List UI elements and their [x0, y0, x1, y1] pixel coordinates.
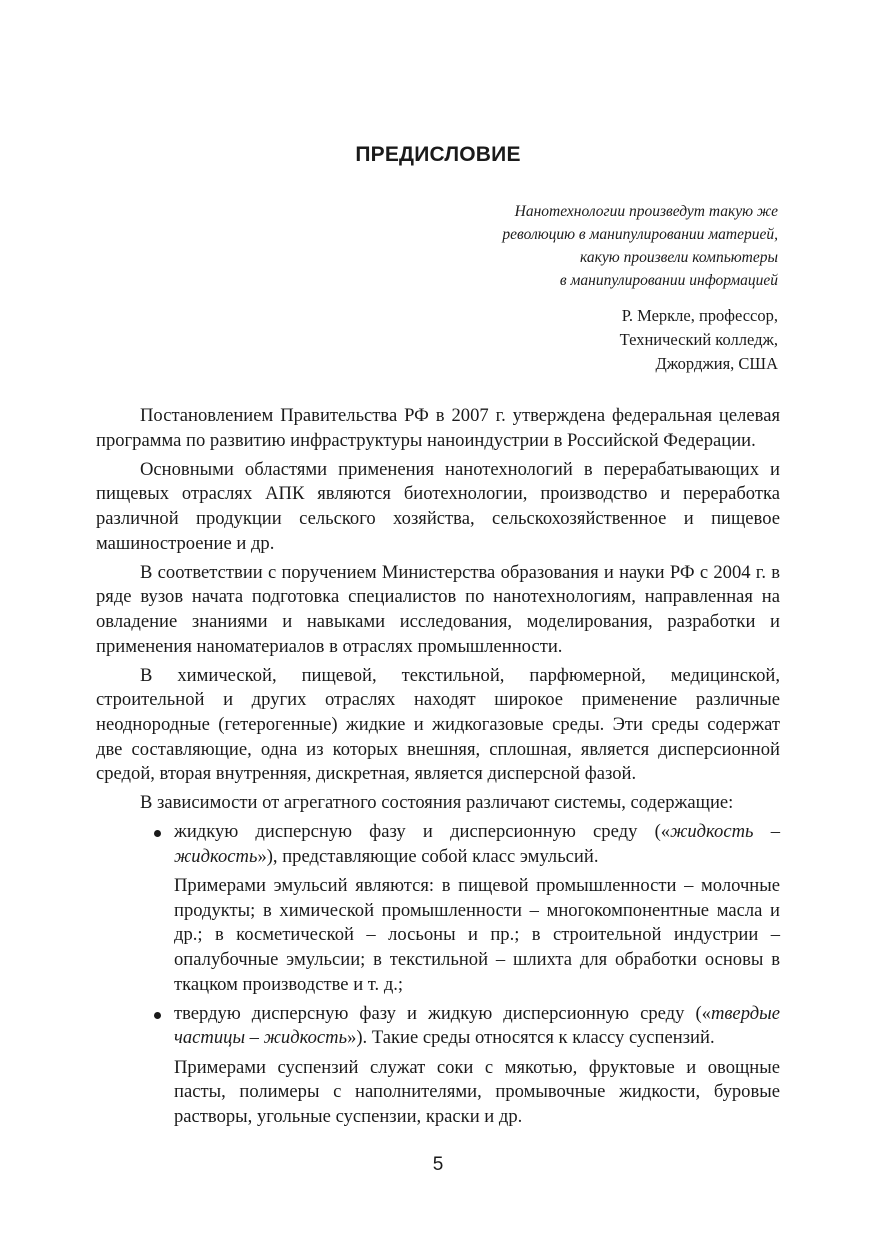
bullet-italic-term: твердые частицы – жидкость [174, 1002, 780, 1049]
bullet-italic-term: жидкость – жидкость [174, 821, 780, 868]
bullet-example: Примерами суспензий служат соки с мякотью, фруктовые и овощные пасты, полимеры с наполнителями, промывочные жидкости, буровые растворы, угольные суспензии, краски и др. [174, 1056, 780, 1127]
body-text [96, 404, 780, 1134]
bullet-text [174, 820, 780, 869]
epigraph-quote [358, 200, 778, 292]
paragraph: Постановлением Правительства РФ в 2007 г. утверждена федеральная целевая программа по развитию инфраструктуры наноиндустрии в Российской Федерации. [96, 405, 780, 451]
bullet-icon [154, 830, 161, 837]
paragraph: В зависимости от агрегатного состояния различают системы, содержащие: [140, 792, 734, 814]
paragraph: Основными областями применения нанотехнологий в перерабатывающих и пищевых отраслях АПК являются биотехнологии, производство и переработка различной продукции сельского хозяйства, сельскохозяйственное и пищевое машиностроение и др. [96, 458, 780, 554]
bullet-text-part: твердую дисперсную фазу и жидкую дисперсионную среду (« [174, 1002, 711, 1024]
attribution-line: Р. Меркле, профессор, [621, 306, 778, 325]
bullet-text [174, 1002, 780, 1051]
bullet-item [96, 1002, 780, 1130]
bullet-item [96, 820, 780, 997]
epigraph-quote-line: Нанотехнологии произведут такую же [514, 203, 778, 220]
bullet-icon [154, 1012, 161, 1019]
epigraph-quote-line: какую произвели компьютеры [580, 249, 778, 266]
paragraph: В химической, пищевой, текстильной, парфюмерной, медицинской, строительной и других отраслях находят широкое применение различные неоднородные (гетерогенные) жидкие и жидкогазовые среды. Эти среды содержат две составляющие, одна из которых внешняя, сплошная, является дисперсионной средой, вторая внутренняя, дискретная, является дисперсной фазой. [96, 664, 780, 785]
epigraph [358, 200, 778, 376]
bullet-text-part: жидкую дисперсную фазу и дисперсионную среду (« [174, 821, 671, 843]
bullet-text-part: »). Такие среды относятся к классу суспензий. [347, 1027, 715, 1049]
epigraph-quote-line: революцию в манипулировании материей, [502, 226, 778, 243]
epigraph-attribution [358, 304, 778, 376]
page-title: ПРЕДИСЛОВИЕ [355, 143, 521, 166]
page-number: 5 [432, 1154, 444, 1175]
attribution-line: Технический колледж, [619, 330, 778, 349]
bullet-list [96, 820, 780, 1129]
bullet-text-part: »), представляющие собой класс эмульсий. [257, 846, 599, 868]
paragraph: В соответствии с поручением Министерства образования и науки РФ с 2004 г. в ряде вузов начата подготовка специалистов по нанотехнологиям, направленная на овладение знаниями и навыками исследования, моделирования, разработки и применения наноматериалов в отраслях промышленности. [96, 561, 780, 657]
attribution-line: Джорджия, США [655, 354, 778, 373]
document-page [96, 0, 780, 1241]
epigraph-quote-line: в манипулировании информацией [559, 272, 778, 289]
bullet-example: Примерами эмульсий являются: в пищевой промышленности – молочные продукты; в химической промышленности – многокомпонентные масла и др.; в косметической – лосьоны и пр.; в строительной индустрии – опалубочные эмульсии; в текстильной – шлихта для обработки основы в ткацком производстве и т. д.; [174, 875, 780, 995]
